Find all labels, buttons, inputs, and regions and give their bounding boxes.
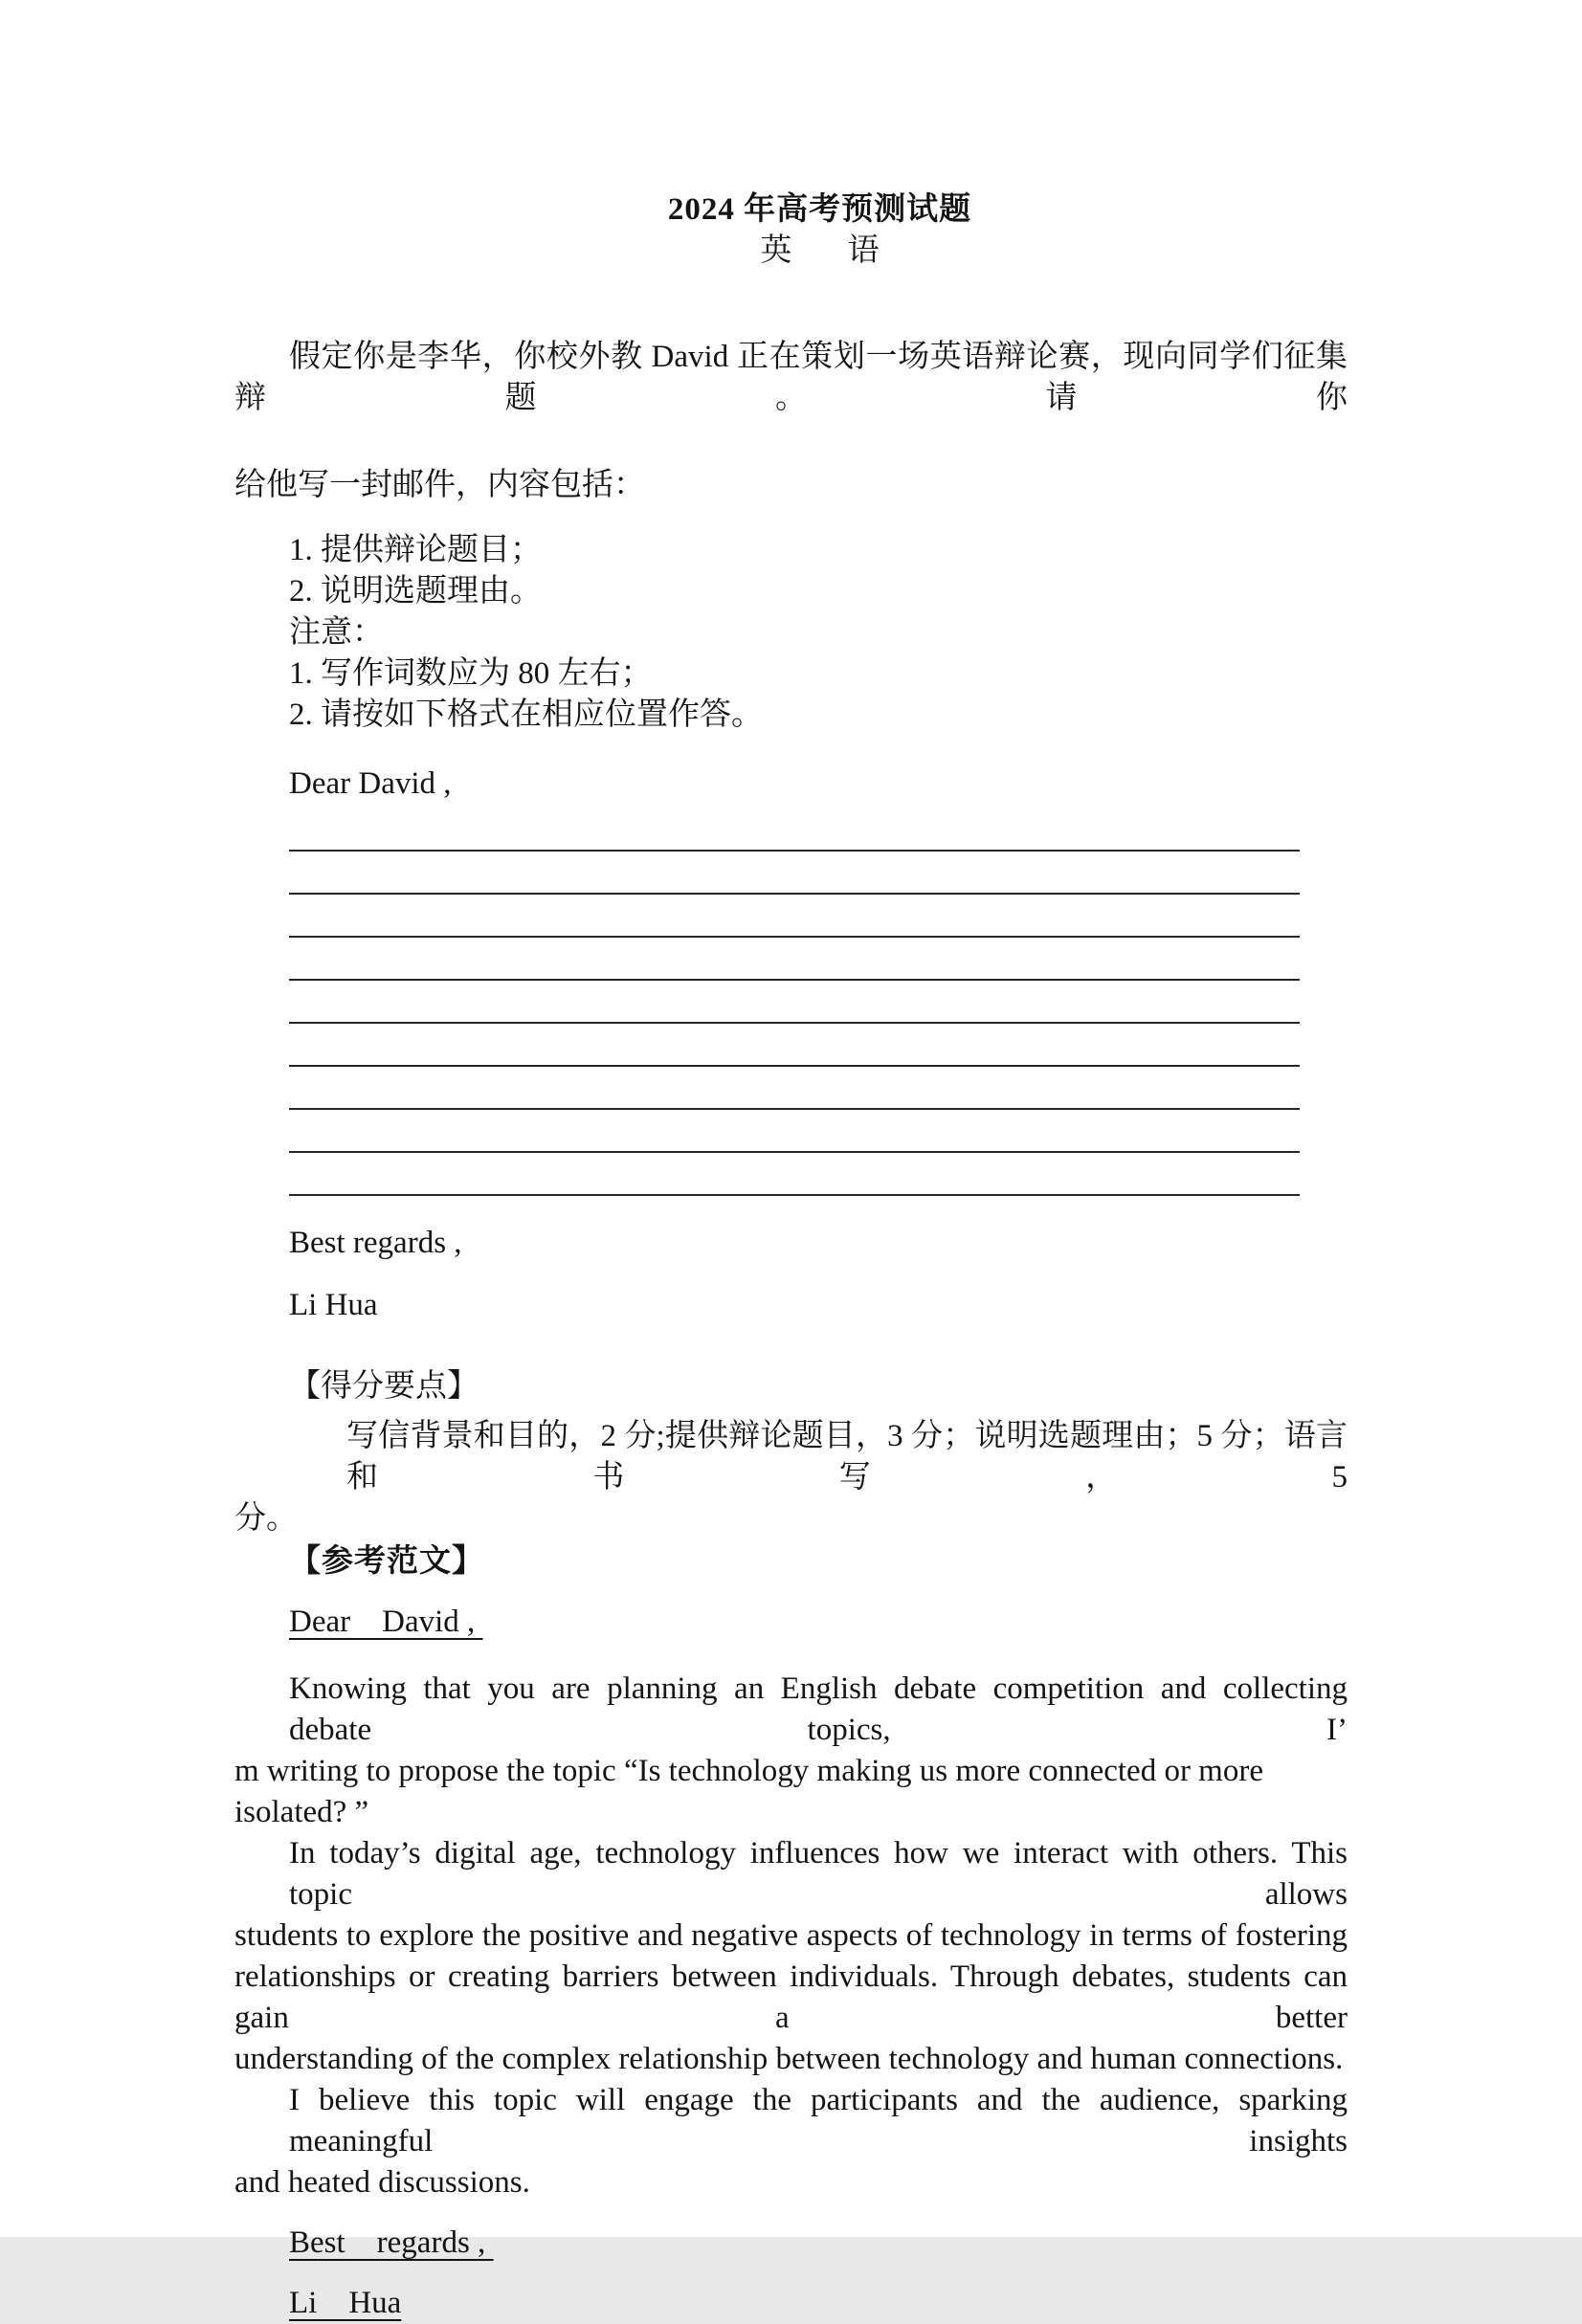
answer-blank-line [289,981,1300,1024]
answer-blank-line [289,895,1300,938]
prompt-list-item: 注意： [289,615,384,650]
sample-essay-line: I believe this topic will engage the participants and the audience, sparking meaningful insights [289,2083,1348,2158]
sample-closing: Best regards , [289,2225,494,2260]
scoring-points-line: 写信背景和目的，2 分;提供辩论题目，3 分；说明选题理由；5 分；语言和书写，5 [346,1419,1348,1494]
sample-essay-body [234,1669,1348,2203]
sample-essay-line: relationships or creating barriers between individuals. Through debates, students can gain a better [234,1959,1348,2035]
prompt-requirements-list [234,530,1348,736]
sample-essay-line: understanding of the complex relationship between technology and human connections. [234,2042,1344,2076]
prompt-paragraph-line: 给他写一封邮件，内容包括： [234,468,645,502]
prompt-list-item: 2. 请按如下格式在相应位置作答。 [289,697,763,732]
answer-blank-line [289,808,1300,852]
answer-blank-line [289,1110,1300,1153]
answer-blank-line [289,1153,1300,1196]
answer-blank-line [289,938,1300,981]
prompt-paragraph-line: 假定你是李华，你校外教 David 正在策划一场英语辩论赛，现向同学们征集辩题。请你 [234,340,1348,415]
sample-essay-line: In today’s digital age, technology influences how we interact with others. This topic allows [289,1836,1348,1912]
scoring-points-header: 【得分要点】 [289,1369,479,1404]
prompt-list-item: 1. 提供辩论题目； [289,533,542,567]
answer-writing-area [289,808,1348,1196]
prompt-list-item: 1. 写作词数应为 80 左右； [289,656,653,691]
answer-blank-line [289,1067,1300,1110]
answer-salutation: Dear David , [289,766,452,801]
page-title: 2024 年高考预测试题 [667,192,972,227]
answer-blank-line [289,852,1300,895]
sample-salutation: Dear David , [289,1605,483,1639]
answer-blank-line [289,1024,1300,1067]
scoring-points-line: 分。 [234,1501,298,1536]
page-subject: 英 语 [760,233,880,268]
sample-essay-line: m writing to propose the topic “Is technology making us more connected or more isolated? ” [234,1754,1263,1829]
sample-essay-line: students to explore the positive and negative aspects of technology in terms of fostering [234,1918,1348,1953]
sample-essay-header: 【参考范文】 [289,1542,484,1578]
sample-essay-line: and heated discussions. [234,2165,530,2200]
answer-signature: Li Hua [289,1288,378,1322]
prompt-list-item: 2. 说明选题理由。 [289,574,542,609]
sample-essay-line: Knowing that you are planning an English debate competition and collecting debate topics, I’ [289,1671,1348,1747]
answer-closing: Best regards , [289,1226,462,1260]
sample-signature: Li Hua [289,2286,402,2320]
